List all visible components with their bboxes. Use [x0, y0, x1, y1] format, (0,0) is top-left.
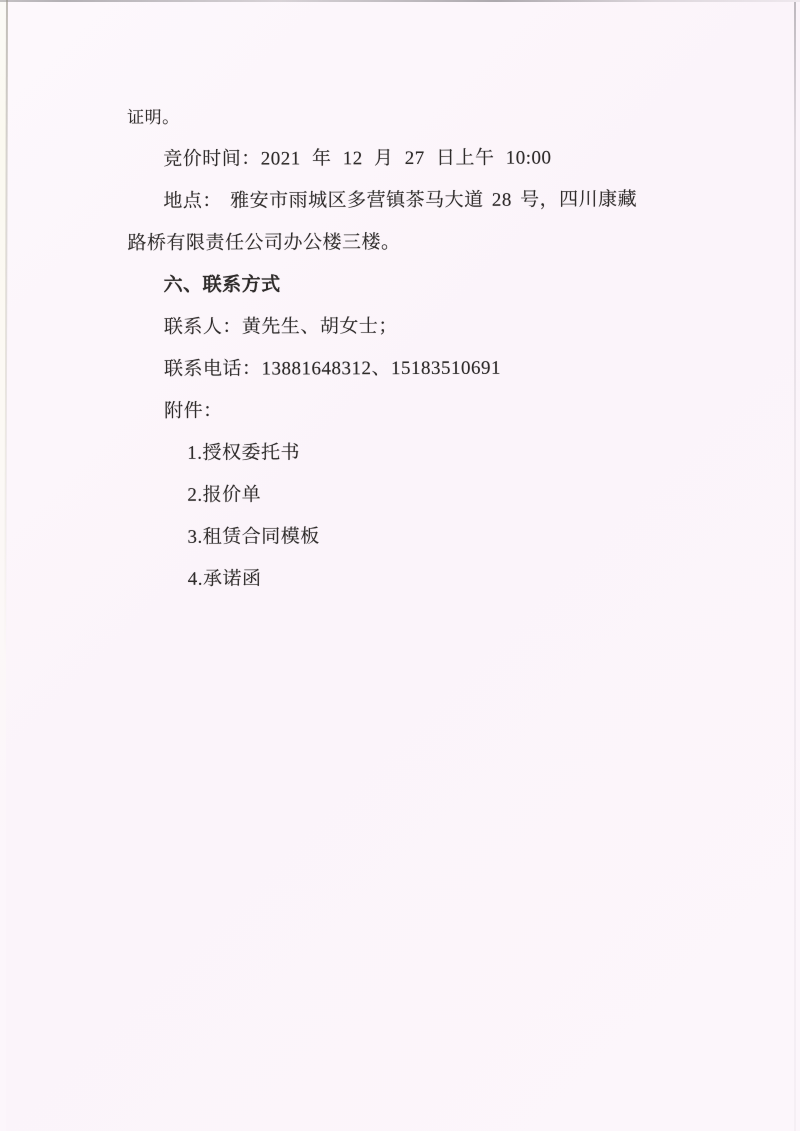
attachments-label: 附件：: [164, 400, 223, 422]
paper-edge-left: [4, 0, 8, 660]
section-heading-contact: 六、联系方式: [163, 274, 281, 296]
paper-edge-top: [0, 0, 800, 2]
paragraph-trailing-line: 证明。: [127, 107, 180, 127]
document-body: [127, 95, 709, 601]
attachment-item-4: 4.承诺函: [187, 568, 262, 590]
location-line-1: 地点： 雅安市雨城区多营镇茶马大道 28 号，四川康藏: [163, 189, 638, 212]
contact-phone-line: 联系电话：13881648312、15183510691: [163, 357, 502, 380]
attachment-item-2: 2.报价单: [187, 484, 262, 506]
attachment-item-3: 3.租赁合同模板: [187, 526, 320, 548]
attachment-item-1: 1.授权委托书: [187, 442, 301, 464]
paper-edge-right: [794, 2, 796, 1131]
contact-person-line: 联系人：黄先生、胡女士；: [163, 316, 398, 338]
bid-time-line: 竞价时间：2021 年 12 月 27 日上午 10:00: [163, 147, 552, 170]
location-line-2: 路桥有限责任公司办公楼三楼。: [127, 232, 401, 254]
